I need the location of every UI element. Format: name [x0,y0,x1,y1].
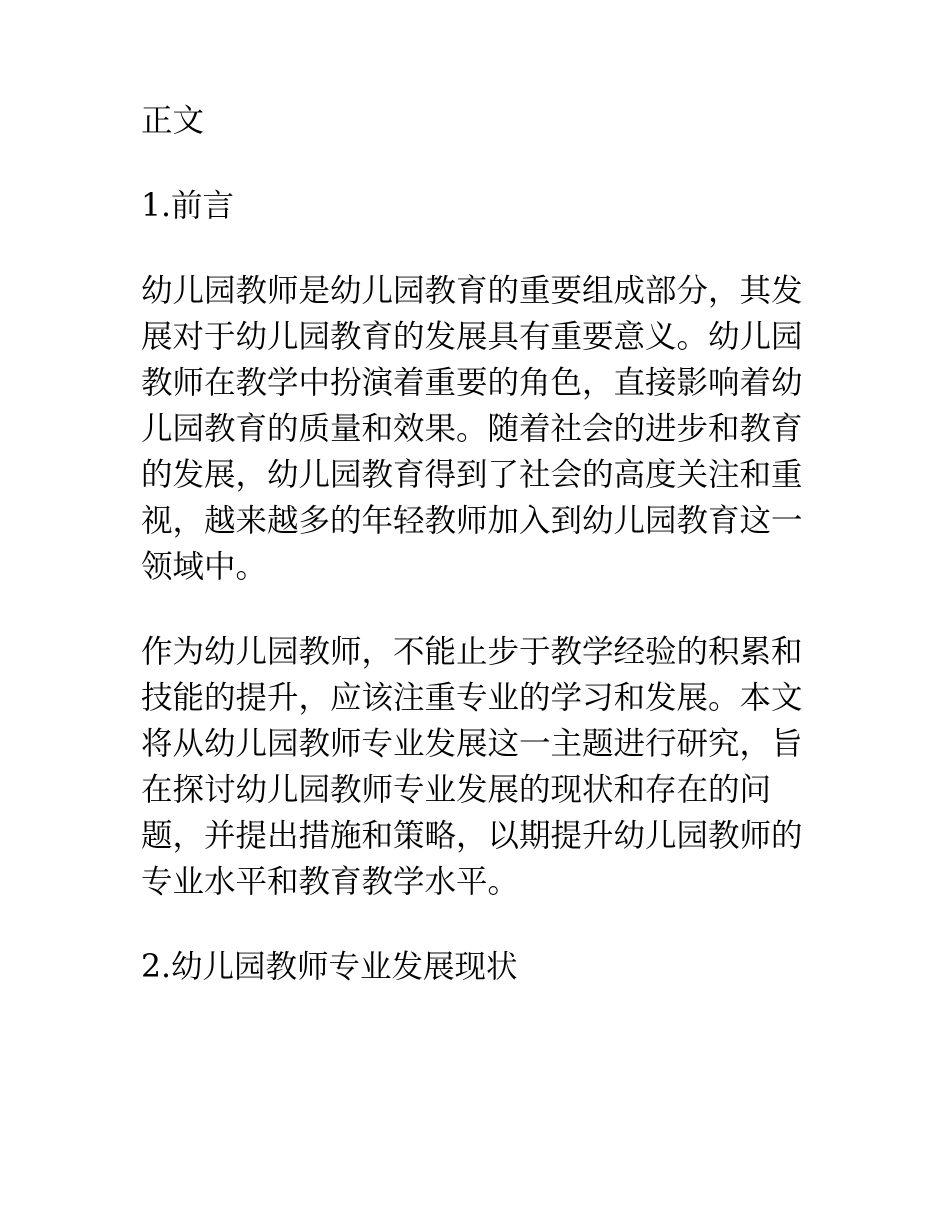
heading-current-status: 2.幼儿园教师专业发展现状 [141,949,518,985]
paragraph-line: 在探讨幼儿园教师专业发展的现状和存在的问 [141,772,772,808]
paragraph-line: 技能的提升，应该注重专业的学习和发展。本文 [141,680,803,716]
section-title: 正文 [141,103,205,139]
paragraph-line: 展对于幼儿园教育的发展具有重要意义。幼儿园 [141,319,803,355]
spacer [141,590,801,629]
spacer [141,144,801,183]
spacer [141,229,801,268]
paragraph-line: 题，并提出措施和策略，以期提升幼儿园教师的 [141,818,803,854]
paragraph-line: 作为幼儿园教师，不能止步于教学经验的积累和 [141,634,803,670]
paragraph-line: 幼儿园教师是幼儿园教育的重要组成部分，其发 [141,273,803,309]
paragraph-line: 将从幼儿园教师专业发展这一主题进行研究，旨 [141,726,803,762]
paragraph-line: 专业水平和教育教学水平。 [141,864,520,900]
heading-introduction: 1.前言 [141,188,235,224]
paragraph-line: 的发展，幼儿园教育得到了社会的高度关注和重 [141,457,803,493]
spacer [141,905,801,944]
paragraph-line: 领域中。 [141,549,268,585]
paragraph-line: 儿园教育的质量和效果。随着社会的进步和教育 [141,411,803,447]
document-page [141,98,801,990]
paragraph-line: 教师在教学中扮演着重要的角色，直接影响着幼 [141,365,803,401]
paragraph-line: 视，越来越多的年轻教师加入到幼儿园教育这一 [141,503,803,539]
paragraph-1 [141,268,801,590]
paragraph-2 [141,629,801,905]
